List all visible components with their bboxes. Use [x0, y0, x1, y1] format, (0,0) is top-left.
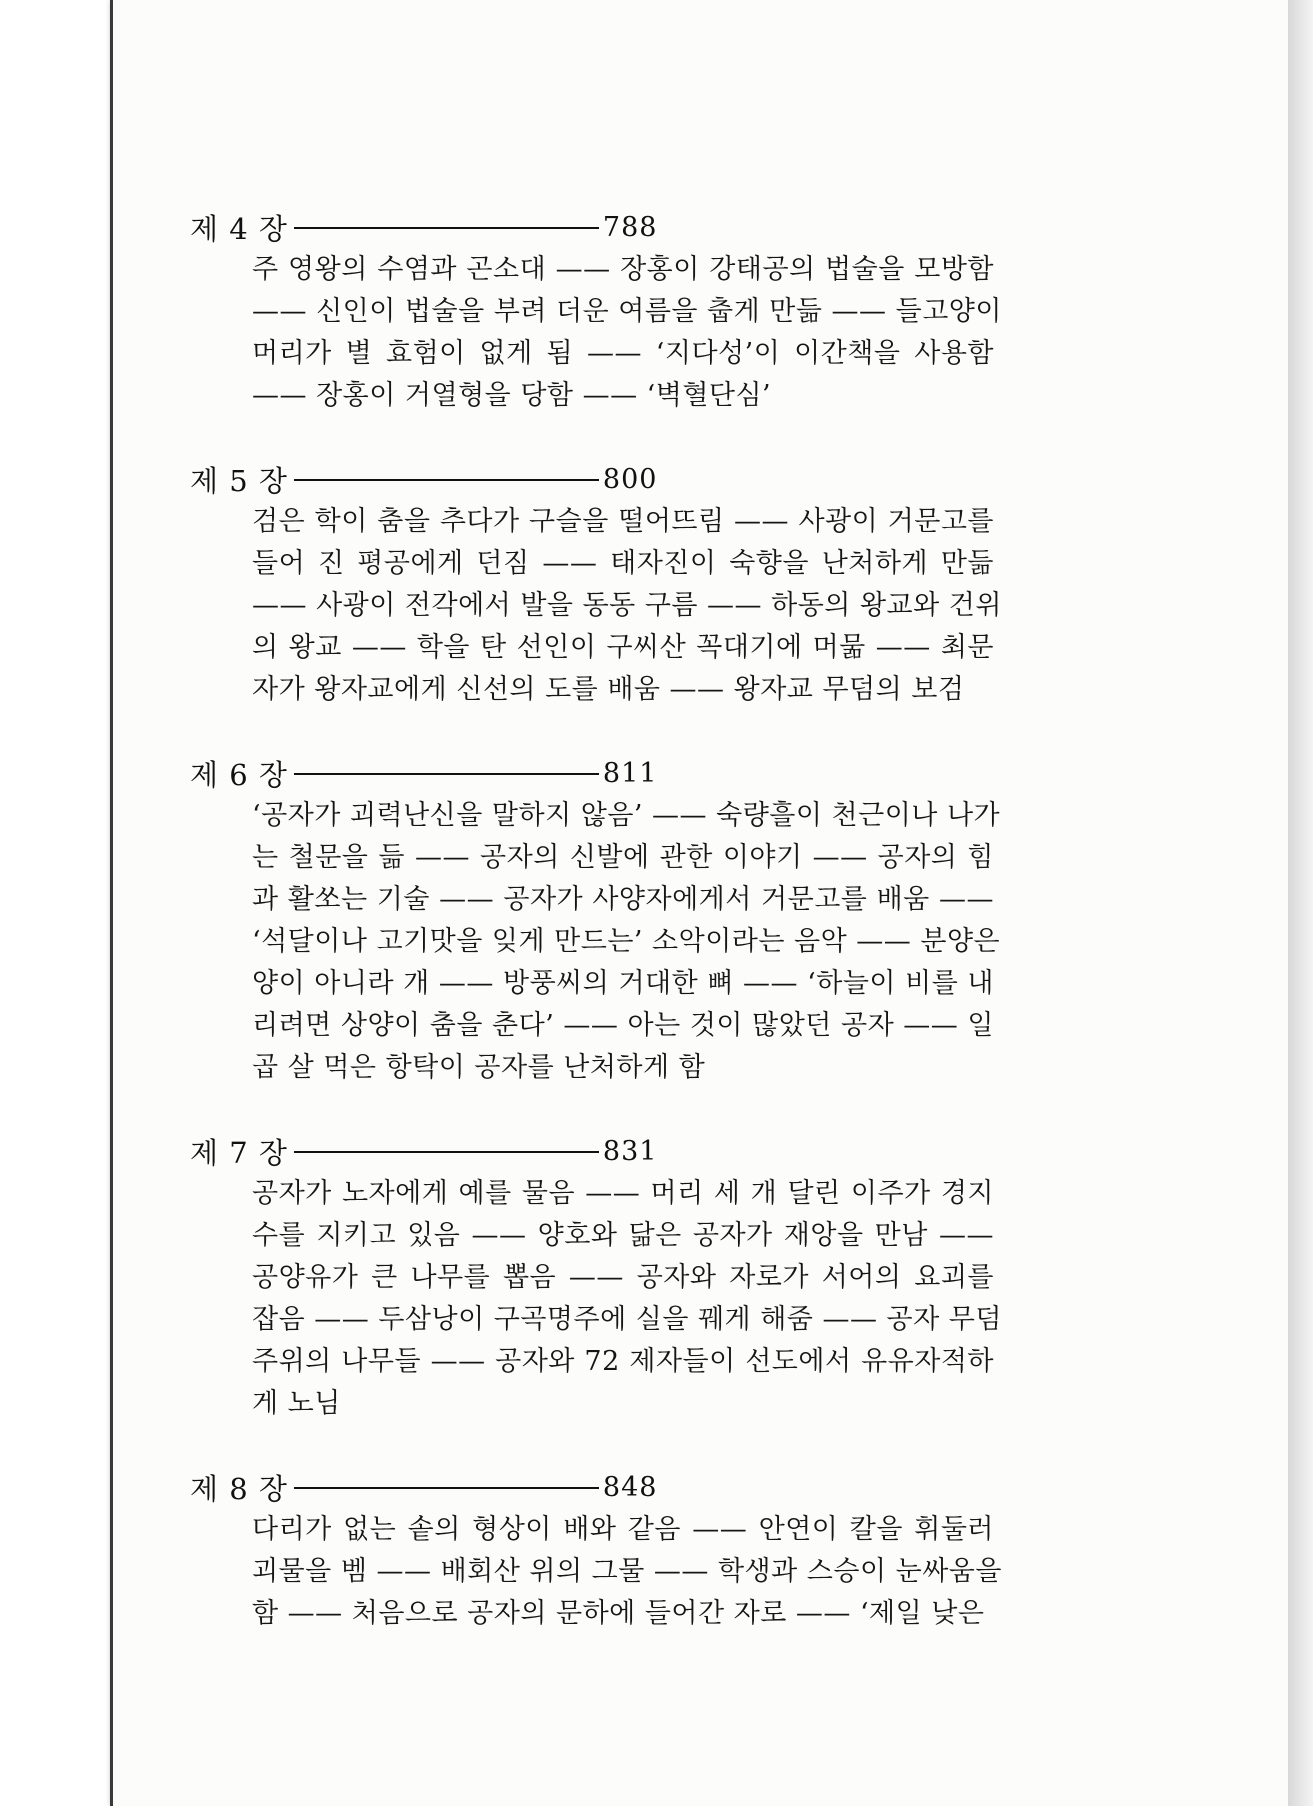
summary-line: 괴물을 벰 —— 배회산 위의 그물 —— 학생과 스승이 눈싸움을 [252, 1556, 1002, 1587]
summary-line: 곱 살 먹은 항탁이 공자를 난처하게 함 [252, 1052, 706, 1083]
chapter-page-number: 831 [602, 1135, 658, 1167]
page-edge-shadow [1288, 0, 1313, 1806]
summary-line: 양이 아니라 개 —— 방풍씨의 거대한 뼈 —— ‘하늘이 비를 내 [252, 968, 994, 999]
chapter-heading [190, 751, 1110, 795]
summary-line: 들어 진 평공에게 던짐 —— 태자진이 숙향을 난처하게 만듦 [252, 548, 994, 579]
summary-line: 자가 왕자교에게 신선의 도를 배움 —— 왕자교 무덤의 보검 [252, 674, 965, 705]
dot-leader-rule [294, 1151, 599, 1153]
summary-line: ‘석달이나 고기맛을 잊게 만드는’ 소악이라는 음악 —— 분양은 [252, 926, 1001, 957]
chapter-page-number: 811 [602, 757, 658, 789]
chapter-heading [190, 1465, 1110, 1509]
chapter-section [190, 751, 1110, 1089]
summary-line: 리려면 상양이 춤을 춘다’ —— 아는 것이 많았던 공자 —— 일 [252, 1010, 994, 1041]
chapter-title: 제 4 장 [190, 211, 288, 246]
chapter-title: 제 7 장 [190, 1135, 288, 1170]
chapter-summary [252, 249, 1002, 417]
summary-line: 잡음 —— 두삼낭이 구곡명주에 실을 꿰게 해줌 —— 공자 무덤 [252, 1304, 1002, 1335]
summary-line: 는 철문을 듦 —— 공자의 신발에 관한 이야기 —— 공자의 힘 [252, 842, 994, 873]
chapter-heading [190, 1129, 1110, 1173]
chapter-page-number: 848 [602, 1471, 658, 1503]
chapter-section [190, 1129, 1110, 1425]
chapter-heading [190, 205, 1110, 249]
dot-leader-rule [294, 1487, 599, 1489]
summary-line: 의 왕교 —— 학을 탄 선인이 구씨산 꼭대기에 머묾 —— 최문 [252, 632, 994, 663]
summary-line: —— 장홍이 거열형을 당함 —— ‘벽혈단심’ [252, 380, 772, 411]
summary-line: —— 신인이 법술을 부려 더운 여름을 춥게 만듦 —— 들고양이 [252, 296, 1002, 327]
chapter-title: 제 5 장 [190, 463, 288, 498]
chapter-section [190, 205, 1110, 417]
summary-line: 공양유가 큰 나무를 뽑음 —— 공자와 자로가 서어의 요괴를 [252, 1262, 994, 1293]
summary-line: ‘공자가 괴력난신을 말하지 않음’ —— 숙량흘이 천근이나 나가 [252, 800, 1001, 831]
chapter-summary [252, 501, 1002, 711]
summary-line: —— 사광이 전각에서 발을 동동 구름 —— 하동의 왕교와 건위 [252, 590, 1002, 621]
summary-line: 다리가 없는 솥의 형상이 배와 같음 —— 안연이 칼을 휘둘러 [252, 1514, 994, 1545]
chapter-heading [190, 457, 1110, 501]
chapter-summary [252, 795, 1001, 1089]
chapter-title: 제 8 장 [190, 1471, 288, 1506]
chapter-page-number: 800 [602, 463, 658, 495]
summary-line: 과 활쏘는 기술 —— 공자가 사양자에게서 거문고를 배움 —— [252, 884, 994, 915]
chapter-page-number: 788 [602, 211, 658, 243]
viewer-margin [0, 0, 110, 1806]
dot-leader-rule [294, 479, 599, 481]
summary-line: 머리가 별 효험이 없게 됨 —— ‘지다성’이 이간책을 사용함 [252, 338, 994, 369]
summary-line: 주 영왕의 수염과 곤소대 —— 장홍이 강태공의 법술을 모방함 [252, 254, 994, 285]
dot-leader-rule [294, 773, 599, 775]
chapter-summary [252, 1509, 1002, 1635]
summary-line: 수를 지키고 있음 —— 양호와 닮은 공자가 재앙을 만남 —— [252, 1220, 994, 1251]
dot-leader-rule [294, 227, 599, 229]
summary-line: 검은 학이 춤을 추다가 구슬을 떨어뜨림 —— 사광이 거문고를 [252, 506, 994, 537]
chapter-section [190, 1465, 1110, 1635]
summary-line: 주위의 나무들 —— 공자와 72 제자들이 선도에서 유유자적하 [252, 1346, 994, 1377]
chapter-title: 제 6 장 [190, 757, 288, 792]
summary-line: 공자가 노자에게 예를 물음 —— 머리 세 개 달린 이주가 경지 [252, 1178, 994, 1209]
summary-line: 함 —— 처음으로 공자의 문하에 들어간 자로 —— ‘제일 낮은 [252, 1598, 985, 1629]
summary-line: 게 노님 [252, 1388, 341, 1419]
table-of-contents [190, 205, 1110, 1675]
chapter-summary [252, 1173, 1002, 1425]
chapter-section [190, 457, 1110, 711]
